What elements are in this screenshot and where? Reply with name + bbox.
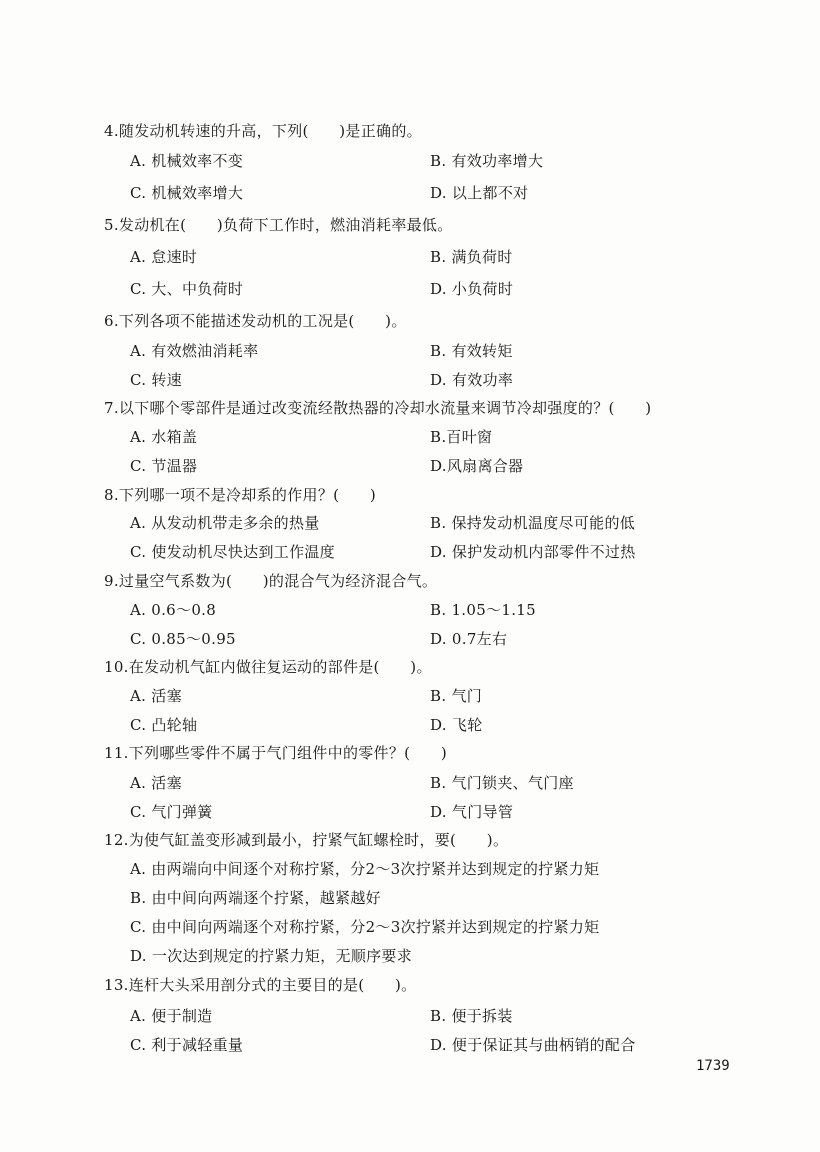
question-8-option-a: A. 从发动机带走多余的热量 <box>130 514 320 532</box>
question-7-option-d: D.风扇离合器 <box>430 457 524 475</box>
question-10-stem: 10.在发动机气缸内做往复运动的部件是( )。 <box>104 658 432 676</box>
page-number: 1739 <box>696 1058 730 1074</box>
question-5-option-c: C. 大、中负荷时 <box>130 280 244 298</box>
question-9-stem: 9.过量空气系数为( )的混合气为经济混合气。 <box>104 572 438 590</box>
question-11-option-b: B. 气门锁夹、气门座 <box>430 774 574 792</box>
question-13-option-d: D. 便于保证其与曲柄销的配合 <box>430 1036 636 1054</box>
question-11-option-a: A. 活塞 <box>130 774 182 792</box>
question-5-stem: 5.发动机在( )负荷下工作时，燃油消耗率最低。 <box>104 216 453 234</box>
question-4-option-c: C. 机械效率增大 <box>130 184 244 202</box>
question-7-option-a: A. 水箱盖 <box>130 428 198 446</box>
question-12-option-c: C. 由中间向两端逐个对称拧紧，分2～3次拧紧并达到规定的拧紧力矩 <box>130 918 600 936</box>
question-4-option-a: A. 机械效率不变 <box>130 152 244 170</box>
question-13-stem: 13.连杆大头采用剖分式的主要目的是( )。 <box>104 976 417 994</box>
question-11-stem: 11.下列哪些零件不属于气门组件中的零件？( ) <box>104 744 448 762</box>
question-9-option-c: C. 0.85～0.95 <box>130 630 236 648</box>
question-4-stem: 4.随发动机转速的升高，下列( )是正确的。 <box>104 122 422 140</box>
question-8-option-b: B. 保持发动机温度尽可能的低 <box>430 514 636 532</box>
question-10-option-b: B. 气门 <box>430 687 483 705</box>
question-5-option-d: D. 小负荷时 <box>430 280 514 298</box>
question-5-option-b: B. 满负荷时 <box>430 248 513 266</box>
question-12-option-a: A. 由两端向中间逐个对称拧紧，分2～3次拧紧并达到规定的拧紧力矩 <box>130 860 600 878</box>
question-13-option-b: B. 便于拆装 <box>430 1007 513 1025</box>
question-7-stem: 7.以下哪个零部件是通过改变流经散热器的冷却水流量来调节冷却强度的？( ) <box>104 399 652 417</box>
question-6-option-d: D. 有效功率 <box>430 371 514 389</box>
question-6-option-c: C. 转速 <box>130 371 182 389</box>
question-8-stem: 8.下列哪一项不是冷却系的作用？( ) <box>104 486 377 504</box>
question-7-option-b: B.百叶窗 <box>430 428 493 446</box>
question-11-option-c: C. 气门弹簧 <box>130 803 213 821</box>
question-13-option-a: A. 便于制造 <box>130 1007 213 1025</box>
question-7-option-c: C. 节温器 <box>130 457 198 475</box>
question-13-option-c: C. 利于减轻重量 <box>130 1036 244 1054</box>
question-12-option-d: D. 一次达到规定的拧紧力矩，无顺序要求 <box>130 947 413 965</box>
question-10-option-a: A. 活塞 <box>130 687 182 705</box>
question-10-option-d: D. 飞轮 <box>430 716 483 734</box>
question-9-option-b: B. 1.05～1.15 <box>430 601 536 619</box>
question-8-option-d: D. 保护发动机内部零件不过热 <box>430 543 636 561</box>
question-12-stem: 12.为使气缸盖变形减到最小，拧紧气缸螺栓时，要( )。 <box>104 831 509 849</box>
question-9-option-d: D. 0.7左右 <box>430 630 508 648</box>
question-6-option-b: B. 有效转矩 <box>430 342 513 360</box>
question-12-option-b: B. 由中间向两端逐个拧紧，越紧越好 <box>130 889 381 907</box>
question-10-option-c: C. 凸轮轴 <box>130 716 198 734</box>
question-9-option-a: A. 0.6～0.8 <box>130 601 217 619</box>
question-4-option-b: B. 有效功率增大 <box>430 152 544 170</box>
question-6-stem: 6.下列各项不能描述发动机的工况是( )。 <box>104 312 407 330</box>
question-11-option-d: D. 气门导管 <box>430 803 514 821</box>
question-6-option-a: A. 有效燃油消耗率 <box>130 342 259 360</box>
question-5-option-a: A. 怠速时 <box>130 248 198 266</box>
question-8-option-c: C. 使发动机尽快达到工作温度 <box>130 543 335 561</box>
question-4-option-d: D. 以上都不对 <box>430 184 529 202</box>
